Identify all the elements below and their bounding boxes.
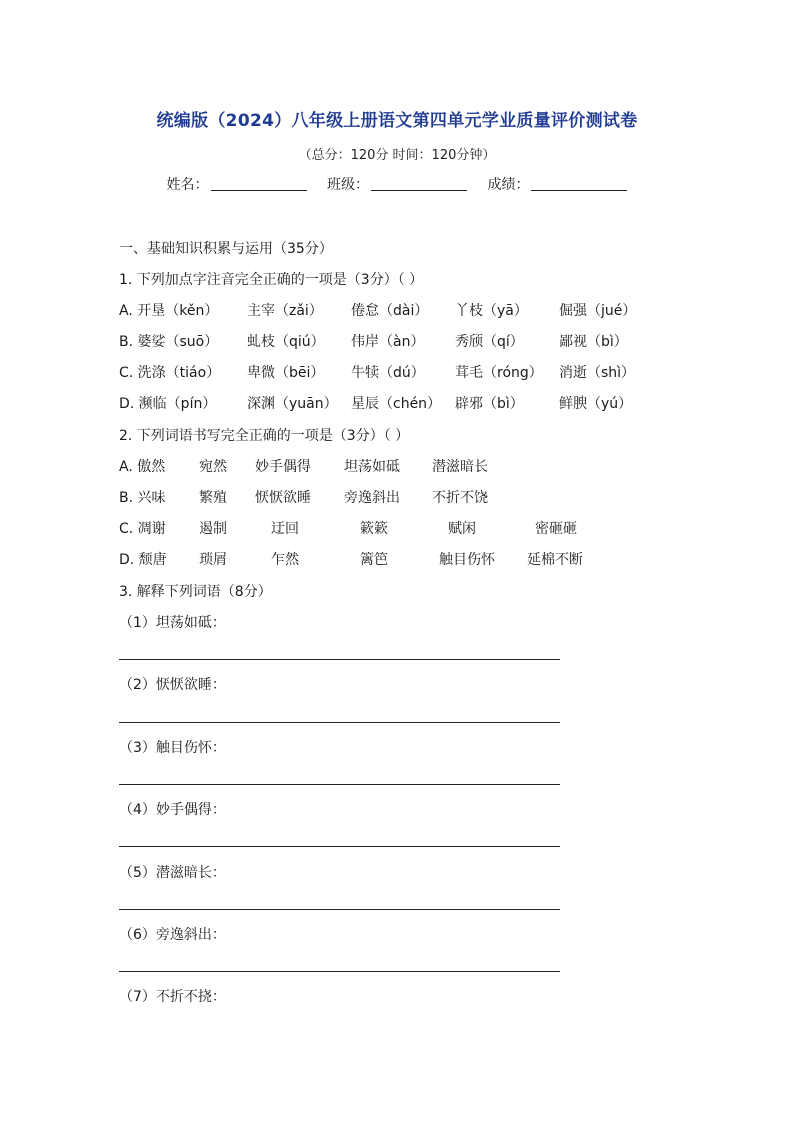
option-word: 密砸砸 [535,521,577,537]
option-word: 赋闲 [448,521,476,537]
option-word: 簌簌 [360,521,388,537]
class-blank[interactable] [371,176,467,191]
option-word: 篱笆 [360,552,388,568]
option-word: 妙手偶得 [255,459,311,475]
option-word: 潜滋暗长 [432,459,488,475]
score-blank[interactable] [531,176,627,191]
option-word: 迂回 [271,521,299,537]
term-prompt: （4）妙手偶得： [119,802,226,818]
name-label: 姓名： [166,177,209,193]
option-word: 倔强（jué） [559,303,637,319]
option-word: 深渊（yuān） [247,396,338,412]
option-word: D. 濒临（pín） [119,396,217,412]
option-word: 辟邪（bì） [455,396,524,412]
option-word: 不折不饶 [432,490,488,506]
option-word: 鄙视（bì） [559,334,628,350]
term-prompt: （7）不折不挠： [119,989,226,1005]
option-word: 茸毛（róng） [455,365,543,381]
option-word: D. 颓唐 [119,552,167,568]
option-word: 伟岸（àn） [351,334,425,350]
section-heading: 一、基础知识积累与运用（35分） [119,241,333,257]
option-word: 消逝（shì） [559,365,636,381]
answer-line[interactable] [119,971,560,972]
name-blank[interactable] [211,176,307,191]
class-label: 班级： [327,177,369,193]
term-prompt: （1）坦荡如砥： [119,615,226,631]
term-prompt: （5）潜滋暗长： [119,865,226,881]
option-word: C. 凋谢 [119,521,166,537]
question-1-stem: 1. 下列加点字注音完全正确的一项是（3分）（ ） [119,272,424,288]
option-word: 主宰（zǎi） [247,303,323,319]
student-info [0,174,794,194]
term-prompt: （2）恹恹欲睡： [119,677,226,693]
option-word: 卑微（bēi） [247,365,325,381]
name-field [167,174,307,194]
option-word: 星辰（chén） [351,396,442,412]
option-word: 恹恹欲睡 [255,490,311,506]
option-word: B. 兴味 [119,490,166,506]
class-field [327,174,467,194]
option-word: A. 傲然 [119,459,166,475]
answer-line[interactable] [119,909,560,910]
answer-line[interactable] [119,784,560,785]
option-word: 延棉不断 [527,552,583,568]
option-word: 坦荡如砥 [344,459,400,475]
option-word: 触目伤怀 [439,552,495,568]
option-word: 丫枝（yā） [455,303,528,319]
term-prompt: （6）旁逸斜出： [119,927,226,943]
option-word: B. 婆娑（suō） [119,334,219,350]
exam-title: 统编版（2024）八年级上册语文第四单元学业质量评价测试卷 [156,111,638,131]
option-word: 旁逸斜出 [344,490,400,506]
option-word: 遏制 [199,521,227,537]
answer-line[interactable] [119,722,560,723]
option-word: 繁殖 [199,490,227,506]
option-word: 倦怠（dài） [351,303,429,319]
option-word: 宛然 [199,459,227,475]
answer-line[interactable] [119,659,560,660]
question-2-stem: 2. 下列词语书写完全正确的一项是（3分）（ ） [119,428,410,444]
option-word: A. 开垦（kěn） [119,303,219,319]
option-word: 鲜腴（yú） [559,396,633,412]
score-label: 成绩： [487,177,530,193]
option-word: 牛犊（dú） [351,365,425,381]
option-word: 虬枝（qiú） [247,334,325,350]
score-field [487,174,627,194]
question-3-stem: 3. 解释下列词语（8分） [119,584,272,600]
term-prompt: （3）触目伤怀： [119,740,226,756]
option-word: 秀颀（qí） [455,334,524,350]
answer-line[interactable] [119,846,560,847]
option-word: 琐屑 [199,552,227,568]
option-word: 乍然 [271,552,299,568]
exam-subtitle: （总分：120分 时间：120分钟） [298,148,496,163]
option-word: C. 洗涤（tiáo） [119,365,221,381]
